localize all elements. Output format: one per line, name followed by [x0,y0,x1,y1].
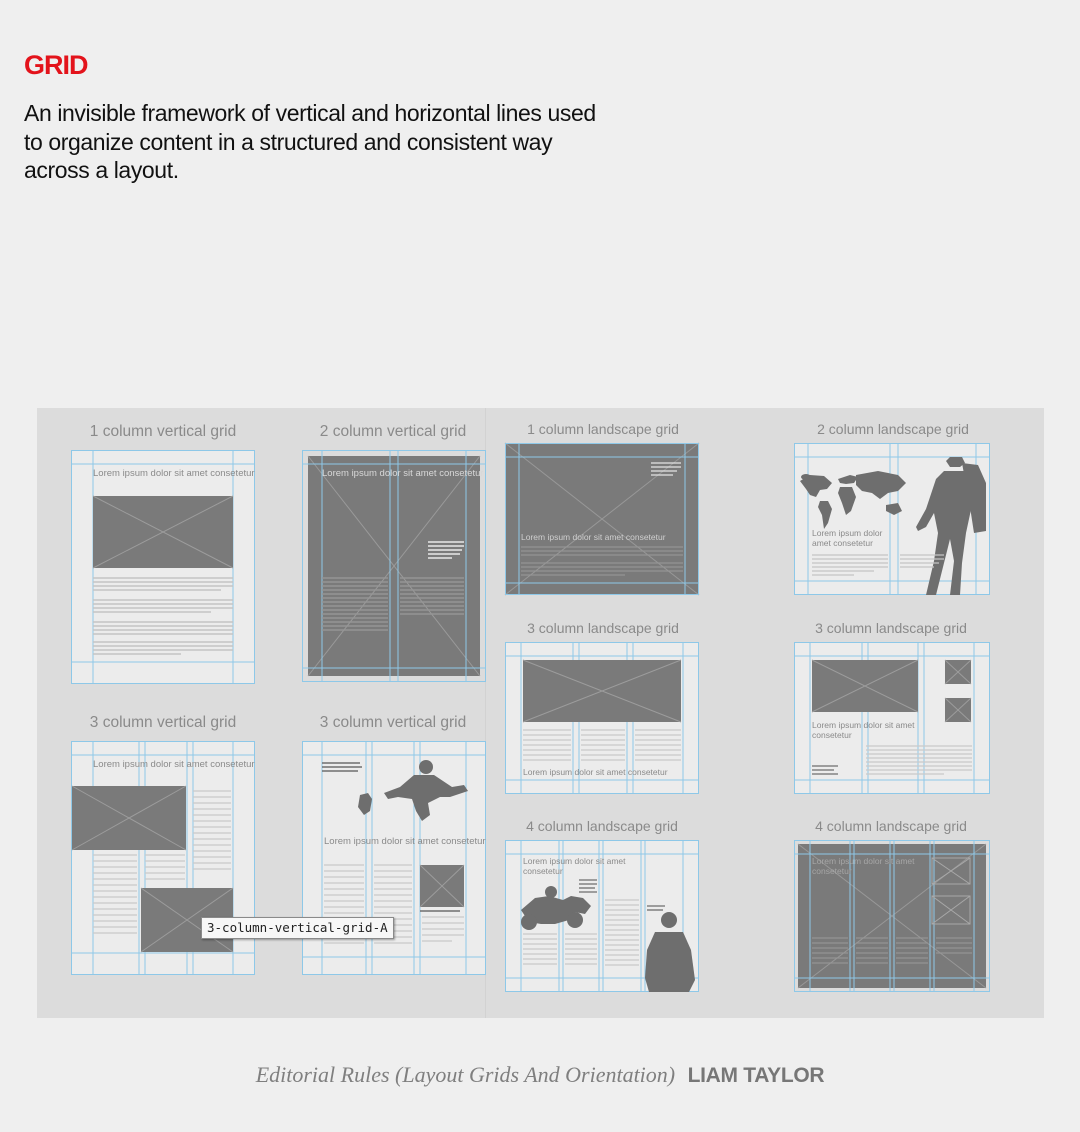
thumb-4col-landscape-a [505,840,699,992]
thumb-headline-line1: Lorem ipsum dolor sit amet [523,856,626,866]
intro-text: An invisible framework of vertical and horizontal lines used to organize content in a structured and consistent way across a layout. [24,100,596,183]
grid-label-1col-landscape: 1 column landscape grid [527,421,679,437]
grid-label-1col-vertical: 1 column vertical grid [89,423,237,440]
thumb-headline-line1: Lorem ipsum dolor sit amet [812,720,915,730]
thumb-headline-line1: Lorem ipsum dolor [812,528,883,538]
thumb-4col-landscape-b [794,840,990,992]
thumb-2col-landscape [794,443,990,595]
page-heading: GRID [24,50,88,80]
grid-label-2col-landscape: 2 column landscape grid [817,421,969,437]
thumb-headline: Lorem ipsum dolor sit amet consetetur [523,767,668,777]
thumb-headline: Lorem ipsum dolor sit amet consetetur [93,759,255,770]
grid-label-4col-landscape-b: 4 column landscape grid [815,818,967,834]
thumb-headline-line2: consetetur [812,866,852,876]
thumb-headline: Lorem ipsum dolor sit amet consetetur [521,532,666,542]
thumb-headline-line1: Lorem ipsum dolor sit amet [812,856,915,866]
thumb-headline: Lorem ipsum dolor sit amet consetetur [322,468,484,479]
thumb-3col-vertical-b [302,741,486,975]
grid-label-2col-vertical: 2 column vertical grid [319,423,467,440]
thumb-1col-landscape [505,443,699,595]
thumb-3col-landscape-b [794,642,990,794]
grid-label-3col-vertical-b: 3 column vertical grid [319,714,467,731]
credit-line [0,1062,1080,1088]
thumb-headline-line2: consetetur [523,866,563,876]
filename-tooltip: 3-column-vertical-grid-A [201,917,394,939]
thumb-3col-vertical-a [71,741,255,975]
credit-title: Editorial Rules (Layout Grids And Orientation) [255,1062,676,1087]
thumb-headline-line2: consetetur [812,730,852,740]
grid-label-3col-landscape-b: 3 column landscape grid [815,620,967,636]
credit-author: LIAM TAYLOR [687,1064,825,1087]
thumb-headline-line2: amet consetetur [812,538,873,548]
thumb-headline: Lorem ipsum dolor sit amet consetetur [324,836,486,847]
thumb-headline: Lorem ipsum dolor sit amet consetetur [93,468,255,479]
thumb-1col-vertical [71,450,255,684]
grid-label-3col-landscape-a: 3 column landscape grid [527,620,679,636]
thumb-3col-landscape-a [505,642,699,794]
thumb-2col-vertical [302,450,486,682]
grid-label-3col-vertical-a: 3 column vertical grid [89,714,237,731]
grid-label-4col-landscape-a: 4 column landscape grid [526,818,678,834]
